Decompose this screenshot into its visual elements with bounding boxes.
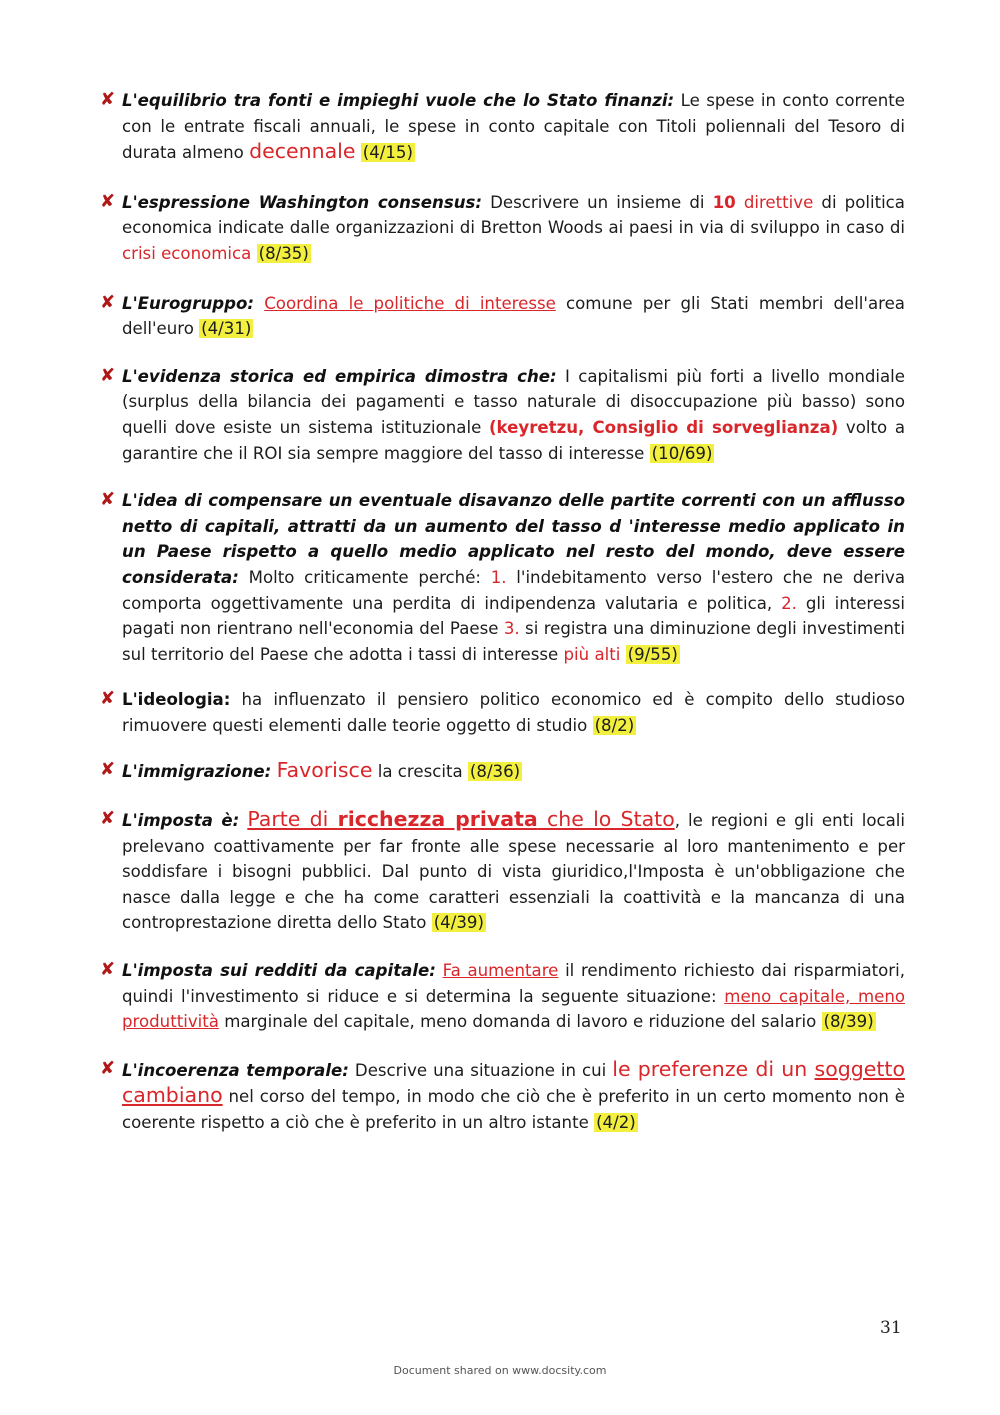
entry-ideologia: [100, 687, 905, 738]
shared-notice: Document shared on www.docsity.com: [393, 1364, 607, 1377]
cross-mark-icon: ✘: [100, 190, 116, 212]
cross-mark-icon: ✘: [100, 688, 116, 710]
list-number: 3.: [503, 619, 520, 639]
glossary-entries: [100, 88, 905, 1157]
list-number: 1.: [490, 567, 507, 587]
entry-evidenza: [100, 364, 905, 466]
entry-term: L'espressione Washington consensus:: [122, 192, 483, 212]
cross-mark-icon: ✘: [100, 89, 116, 110]
score-badge: (8/35): [258, 243, 309, 263]
score-badge: (4/39): [433, 913, 484, 933]
cross-mark-icon: ✘: [100, 808, 116, 830]
red-highlight-text: crisi economica: [122, 243, 252, 263]
entry-term: L'equilibrio tra fonti e impieghi vuole che lo Stato finanzi:: [122, 91, 675, 110]
red-highlight-text: Favorisce: [276, 758, 373, 783]
red-highlight-text: direttive: [735, 192, 814, 212]
entry-text: , le regioni e gli enti locali prelevano coattivamente per far fronte alle spese necessarie al loro mantenimento e per soddisfare i bisogni pubblici. Dal punto di vista giuridico,l'Imposta è un'obbligazione che nasce dalla legge e che ha come caratteri essenziali la coattività e la mancanza di una controprestazione diretta dello Stato: [122, 811, 905, 933]
red-highlight-text: più alti: [563, 644, 621, 664]
entry-text: volto a garantire che il ROI sia sempre maggiore del tasso di interesse: [122, 417, 905, 463]
cross-mark-icon: ✘: [100, 364, 116, 386]
cross-mark-icon: ✘: [100, 959, 116, 981]
entry-term: L'idea di compensare un eventuale disavanzo delle partite correnti con un afflusso netto di capitali, attratti da un aumento del tasso d 'interesse medio applicato in un Paese rispetto a quello medio applicato nel resto del mondo, deve essere considerata:: [122, 491, 905, 587]
entry-incoerenza: [100, 1057, 905, 1136]
entry-term: L'evidenza storica ed empirica dimostra che:: [122, 366, 557, 386]
score-badge: (8/39): [823, 1012, 874, 1032]
score-badge: (10/69): [651, 443, 713, 463]
red-bold-text: (keyretzu, Consiglio di sorveglianza): [488, 417, 839, 437]
score-badge: (4/31): [201, 319, 252, 339]
entry-text: Le spese in conto corrente con le entrate fiscali annuali, le spese in conto capitale con Titoli poliennali del Tesoro di durata almeno: [122, 91, 905, 163]
cross-mark-icon: ✘: [100, 759, 116, 781]
red-underlined-text: che lo Stato: [537, 807, 675, 832]
entry-text: la crescita: [372, 762, 468, 782]
red-underlined-text: Coordina le politiche di interesse: [264, 293, 556, 313]
entry-imposta: [100, 807, 905, 936]
entry-immigrazione: [100, 758, 905, 785]
entry-term: L'imposta sui redditi da capitale:: [122, 961, 436, 981]
entry-text: Descrivere un insieme di: [482, 192, 713, 212]
cross-mark-icon: ✘: [100, 1057, 116, 1079]
entry-idea: [100, 488, 905, 667]
entry-text: il rendimento richiesto dai risparmiatori, quindi l'investimento si riduce e si determina la seguente situazione:: [122, 961, 905, 1006]
entry-imposta-redditi: [100, 958, 905, 1035]
entry-text: comune per gli Stati membri dell'area dell'euro: [122, 293, 905, 339]
entry-text: marginale del capitale, meno domanda di lavoro e riduzione del salario: [218, 1012, 822, 1032]
entry-text: ha influenzato il pensiero politico economico ed è compito dello studioso rimuovere questi elementi dalle teorie oggetto di studio: [122, 690, 905, 735]
entry-text: gli interessi pagati non rientrano nell'economia del Paese: [122, 593, 905, 639]
red-highlight-text: le preferenze di un: [612, 1056, 815, 1081]
page-number: 31: [880, 1318, 902, 1338]
red-highlight-text: decennale: [249, 139, 356, 164]
entry-term: L'ideologia:: [122, 690, 231, 710]
list-number: 2.: [781, 593, 797, 613]
entry-text: nel corso del tempo, in modo che ciò che è preferito in un certo momento non è coerente rispetto a ciò che è preferito in un altro istante: [122, 1087, 905, 1132]
score-badge: (8/36): [469, 762, 521, 782]
red-underlined-text: soggetto cambiano: [122, 1056, 905, 1108]
score-badge: (4/15): [362, 143, 413, 163]
entry-text: l'indebitamento verso l'estero che ne deriva comporta oggettivamente una perdita di indipendenza valutaria e politica,: [122, 567, 906, 613]
cross-mark-icon: ✘: [100, 291, 116, 313]
entry-equilibrio: [100, 88, 905, 166]
red-bold-text: 10: [712, 192, 736, 212]
entry-text: si registra una diminuzione degli investimenti sul territorio del Paese che adotta i tassi di interesse: [122, 619, 905, 664]
red-underlined-text: Parte di: [247, 807, 338, 832]
cross-mark-icon: ✘: [100, 489, 116, 511]
entry-text: di politica economica indicate dalle organizzazioni di Bretton Woods ai paesi in via di sviluppo in caso di: [122, 192, 905, 238]
score-badge: (9/55): [627, 644, 678, 664]
entry-text: I capitalismi più forti a livello mondiale (surplus della bilancia dei pagamenti e tasso naturale di disoccupazione più basso) sono quelli dove esiste un sistema istituzionale: [122, 366, 905, 437]
entry-term: L'Eurogruppo:: [122, 293, 255, 313]
entry-washington: [100, 190, 905, 267]
entry-term: L'incoerenza temporale:: [122, 1060, 349, 1080]
score-badge: (4/2): [596, 1113, 636, 1132]
entry-text: Molto criticamente perché:: [238, 567, 491, 587]
red-underlined-bold-text: ricchezza privata: [337, 807, 538, 832]
red-underlined-text: Fa aumentare: [442, 961, 559, 981]
entry-eurogruppo: [100, 291, 905, 342]
red-underlined-text: meno capitale, meno produttività: [122, 986, 905, 1032]
entry-term: L'immigrazione:: [122, 762, 272, 782]
entry-text: Descrive una situazione in cui: [348, 1060, 613, 1080]
score-badge: (8/2): [594, 715, 635, 735]
entry-term: L'imposta è:: [122, 811, 240, 831]
